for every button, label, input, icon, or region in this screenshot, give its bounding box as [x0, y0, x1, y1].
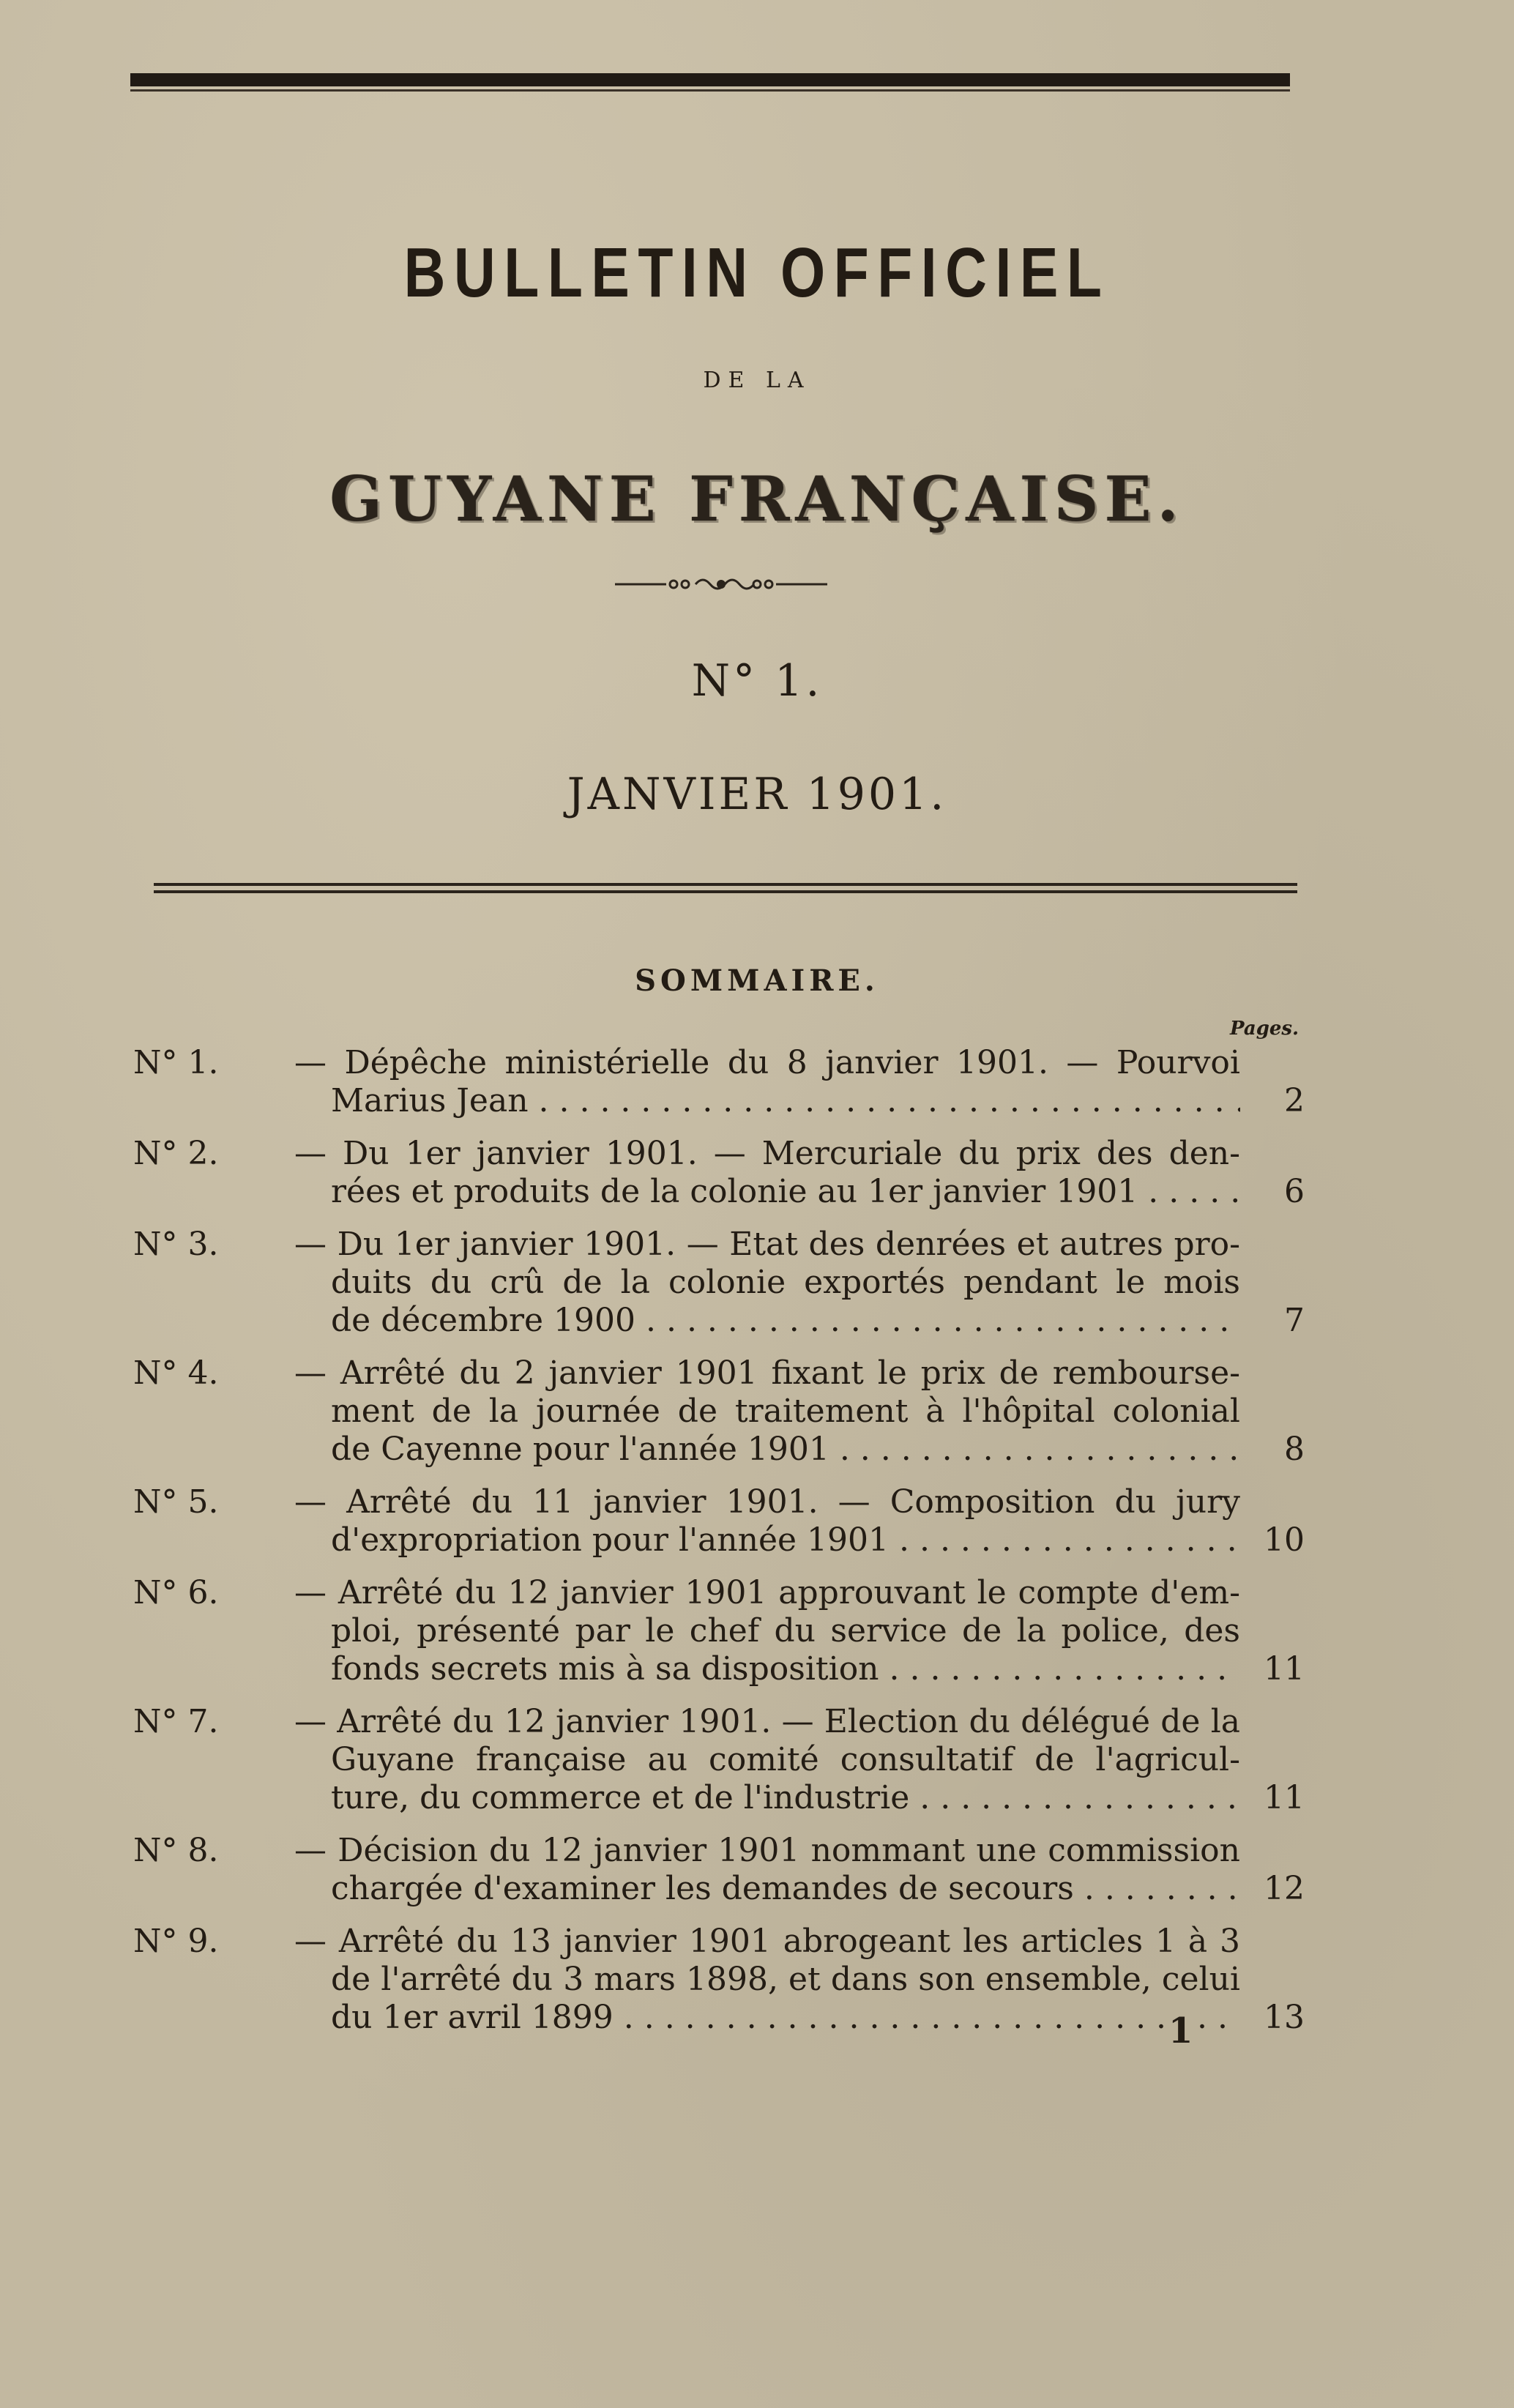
toc-entry-number: N° 2.	[133, 1135, 219, 1172]
toc-entry-text	[294, 1574, 1240, 1688]
toc-entry-page: 8	[1284, 1431, 1305, 1468]
pages-label: Pages.	[1230, 1018, 1299, 1040]
toc-entry-line: chargée d'examiner les demandes de secours . . .	[331, 1870, 1240, 1908]
toc-entry-number: N° 6.	[133, 1574, 219, 1611]
toc-entry-text	[294, 1354, 1240, 1469]
toc-entry-line: du 1er avril 1899 . . .	[331, 1999, 1240, 2037]
toc-entry-page: 11	[1264, 1650, 1305, 1688]
toc-entry-line: fonds secrets mis à sa disposition . . .	[331, 1650, 1240, 1688]
toc-entry-line: — Arrêté du 12 janvier 1901 approuvant le compte d'em-	[294, 1574, 1240, 1611]
toc-entry-number: N° 3.	[133, 1226, 219, 1263]
toc-entry-line: ploi, présenté par le chef du service de la police, des	[331, 1612, 1240, 1650]
toc-entry-line: d'expropriation pour l'année 1901 . . .	[331, 1521, 1240, 1559]
toc-entry-number: N° 4.	[133, 1354, 219, 1392]
toc-entry	[133, 1135, 1305, 1211]
toc-entry-text	[294, 1044, 1240, 1120]
toc-entry-line: de décembre 1900 . . .	[331, 1302, 1240, 1340]
toc-entry-page: 12	[1264, 1870, 1305, 1907]
toc-entry-line: duits du crû de la colonie exportés pendant le mois	[331, 1264, 1240, 1301]
de-la-line: DE LA	[703, 368, 811, 393]
toc-entry-page: 13	[1264, 1999, 1305, 2036]
toc-entry-line: — Décision du 12 janvier 1901 nommant une commission	[294, 1832, 1240, 1869]
issue-number: N° 1.	[691, 655, 823, 707]
toc-entry-text	[294, 1832, 1240, 1908]
toc-entry	[133, 1483, 1305, 1559]
toc-entry-number: N° 7.	[133, 1703, 219, 1740]
toc-entry-line: — Arrêté du 13 janvier 1901 abrogeant les articles 1 à 3	[294, 1923, 1240, 1960]
toc-entry-line: — Du 1er janvier 1901. — Mercuriale du prix des den-	[294, 1135, 1240, 1172]
toc-entry-page: 11	[1264, 1779, 1305, 1816]
toc-entry	[133, 1832, 1305, 1908]
toc-entry-number: N° 9.	[133, 1923, 219, 1960]
toc-entry-page: 2	[1284, 1082, 1305, 1119]
issue-date: JANVIER 1901.	[567, 769, 947, 820]
toc-entry-line: — Dépêche ministérielle du 8 janvier 1901. — Pourvoi	[294, 1044, 1240, 1081]
toc-entry-text	[294, 1923, 1240, 2037]
region-title: GUYANE FRANÇAISE.	[329, 463, 1185, 535]
sommaire-heading: SOMMAIRE.	[635, 963, 879, 998]
page-folio: 1	[1168, 2010, 1193, 2051]
bulletin-title: BULLETIN OFFICIEL	[403, 234, 1111, 312]
toc-entry-line: — Arrêté du 12 janvier 1901. — Election du délégué de la	[294, 1703, 1240, 1740]
toc-entry-line: ture, du commerce et de l'industrie . . .	[331, 1779, 1240, 1817]
toc-entry-number: N° 1.	[133, 1044, 219, 1081]
toc-entry	[133, 1574, 1305, 1688]
section-rule	[154, 883, 1297, 893]
toc-entry-line: — Arrêté du 2 janvier 1901 fixant le prix de rembourse-	[294, 1354, 1240, 1392]
toc-entry-line: Marius Jean . . .	[331, 1082, 1240, 1120]
toc-entry	[133, 1923, 1305, 2037]
toc-entry-number: N° 5.	[133, 1483, 219, 1521]
top-rule	[130, 73, 1290, 86]
toc-entry	[133, 1044, 1305, 1120]
toc-entry-line: de Cayenne pour l'année 1901 . . .	[331, 1431, 1240, 1469]
toc-entry-text	[294, 1703, 1240, 1817]
toc-entry-line: — Arrêté du 11 janvier 1901. — Composition du jury	[294, 1483, 1240, 1521]
table-of-contents	[133, 1044, 1305, 2051]
toc-entry-line: Guyane française au comité consultatif de l'agricul-	[331, 1741, 1240, 1778]
ornament-divider-icon	[615, 575, 827, 594]
toc-entry-number: N° 8.	[133, 1832, 219, 1869]
toc-entry-line: rées et produits de la colonie au 1er janvier 1901 . . .	[331, 1173, 1240, 1211]
toc-entry-line: — Du 1er janvier 1901. — Etat des denrées et autres pro-	[294, 1226, 1240, 1263]
toc-entry-text	[294, 1483, 1240, 1559]
toc-entry-line: de l'arrêté du 3 mars 1898, et dans son ensemble, celui	[331, 1961, 1240, 1998]
toc-entry	[133, 1354, 1305, 1469]
toc-entry-page: 6	[1284, 1173, 1305, 1210]
toc-entry-page: 7	[1284, 1302, 1305, 1339]
toc-entry-text	[294, 1135, 1240, 1211]
toc-entry-text	[294, 1226, 1240, 1340]
toc-entry-page: 10	[1264, 1521, 1305, 1559]
toc-entry	[133, 1226, 1305, 1340]
toc-entry	[133, 1703, 1305, 1817]
toc-entry-line: ment de la journée de traitement à l'hôpital colonial	[331, 1393, 1240, 1430]
